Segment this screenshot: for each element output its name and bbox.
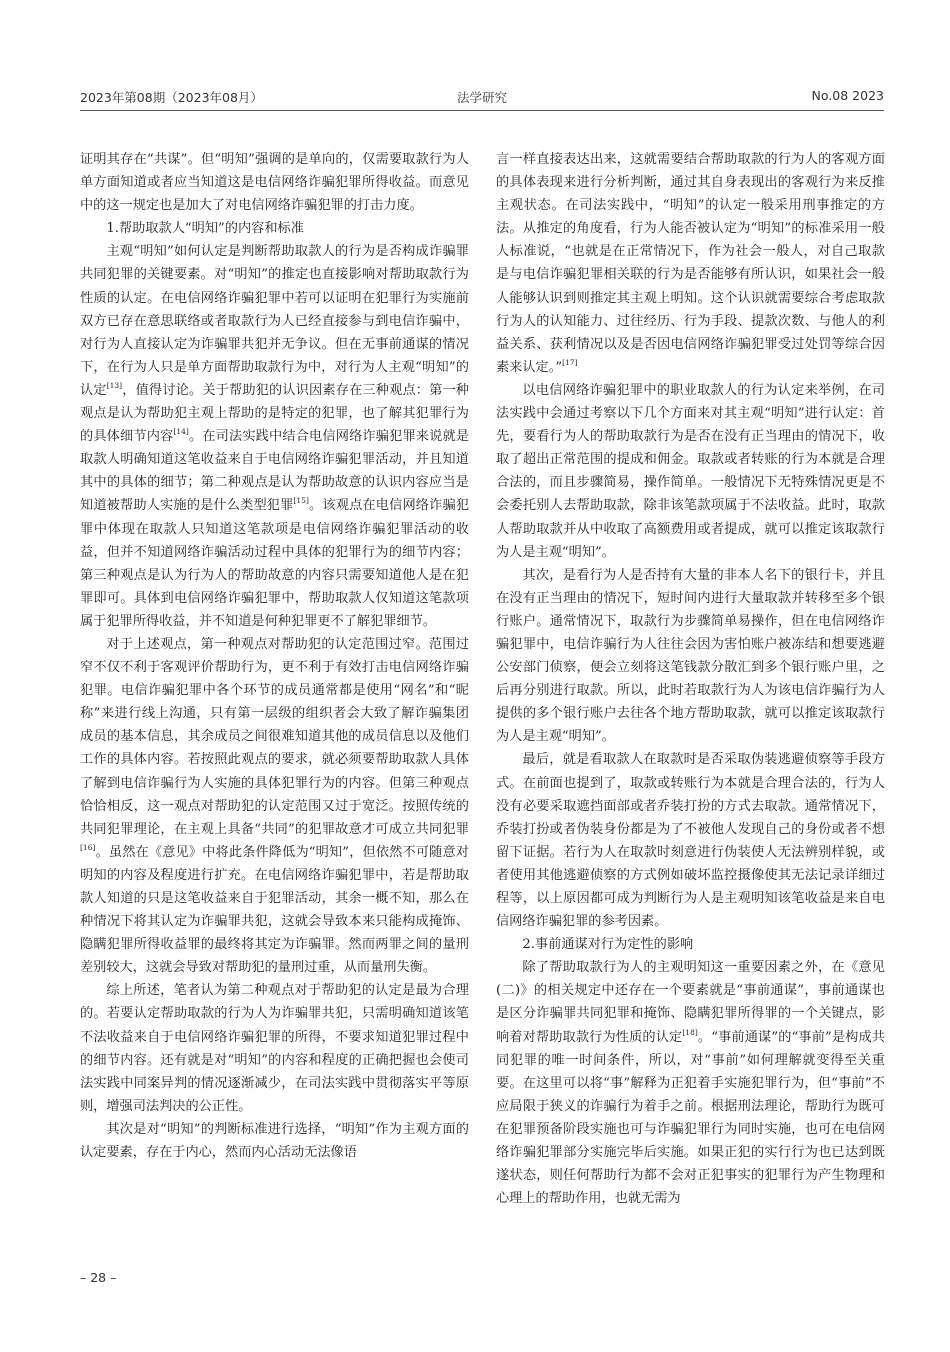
paragraph: 最后，就是看取款人在取款时是否采取伪装逃避侦察等手段方式。在前面也提到了，取款或转账行为本就是合理合法的，行为人没有必要采取遮挡面部或者乔装打扮的方式去取款。通常情况下，乔装打扮或者伪装身份都是为了不被他人发现自己的身份或者不想留下证据。若行为人在取款时刻意进行伪装使人无法辨别样貌，或者使用其他逃避侦察的方式例如破坏监控摄像使其无法记录详细过程等，以上原因都可成为判断行为人是主观明知该笔收益是来自电信网络诈骗犯罪的参考因素。	[496, 752, 885, 930]
paragraph: 以电信网络诈骗犯罪中的职业取款人的行为认定来举例，在司法实践中会通过考察以下几个方面来对其主观“明知”进行认定：首先，要看行为人的帮助取款行为是否在没有正当理由的情况下，收取了超出正常范围的提成和佣金。取款或者转账的行为本就是合理合法的，而且步骤简易，操作简单。一般情况下无特殊情况更是不会委托别人去帮助取款，除非该笔款项属于不法收益。此时，取款人帮助取款并从中收取了高额费用或者提成，就可以推定该取款行为人是主观“明知”。	[496, 382, 885, 560]
paragraph: 对于上述观点，第一种观点对帮助犯的认定范围过窄。范围过窄不仅不利于客观评价帮助行为，更不利于有效打击电信网络诈骗犯罪。电信诈骗犯罪中各个环节的成员通常都是使用“网名”和“昵称”来进行线上沟通，只有第一层级的组织者会大致了解诈骗集团成员的基本信息，其余成员之间很难知道其他的成员信息以及他们工作的具体内容。若按照此观点的要求，就必须要帮助取款人具体了解到电信诈骗行为人实施的具体犯罪行为的内容。但第三种观点恰恰相反，这一观点对帮助犯的认定范围又过于宽泛。按照传统的共同犯罪理论，在主观上具备“共同”的犯罪故意才可成立共同犯罪[16]。虽然在《意见》中将此条件降低为“明知”，但依然不可随意对明知的内容及程度进行扩充。在电信网络诈骗犯罪中，若是帮助取款人知道的只是这笔收益来自于犯罪活动，其余一概不知，那么在种情况下将其认定为诈骗罪共犯，这就会导致本来只能构成掩饰、隐瞒犯罪所得收益罪的最终将其定为诈骗罪。然而两罪之间的量刑差别较大，这就会导致对帮助犯的量刑过重，从而量刑失衡。	[80, 636, 469, 976]
journal-title: 法学研究	[456, 90, 507, 105]
section-heading: 2.事前通谋对行为定性的影响	[522, 937, 694, 953]
paragraph: 综上所述，笔者认为第二种观点对于帮助犯的认定是最为合理的。若要认定帮助取款的行为人为诈骗罪共犯，只需明确知道该笔不法收益来自于电信网络诈骗犯罪的所得，不要求知道犯罪过程中的细节内容。还有就是对“明知”的内容和程度的正确把握也会使司法实践中同案异判的情况逐渐减少，在司法实践中贯彻落实平等原则，增强司法判决的公正性。	[80, 983, 469, 1114]
journal-issue: 2023年第08期（2023年08月）	[80, 90, 263, 105]
paragraph: 证明其存在“共谋”。但“明知”强调的是单向的，仅需要取款行为人单方面知道或者应当知道这是电信网络诈骗犯罪所得收益。而意见中的这一规定也是加大了对电信网络诈骗犯罪的打击力度。	[80, 152, 469, 214]
citation: [16]	[80, 842, 96, 852]
citation: [18]	[682, 1027, 698, 1037]
right-column	[496, 148, 885, 1210]
paragraph: 除了帮助取款行为人的主观明知这一重要因素之外，在《意见(二)》的相关规定中还存在一个要素就是“事前通谋”，事前通谋也是区分诈骗罪共同犯罪和掩饰、隐瞒犯罪所得罪的一个关键点，影响着对帮助取款行为性质的认定[18]。“事前通谋”的“事前”是构成共同犯罪的唯一时间条件，所以，对“事前”如何理解就变得至关重要。在这里可以将“事”解释为正犯着手实施犯罪行为，但“事前”不应局限于狭义的诈骗行为着手之前。根据刑法理论，帮助行为既可在犯罪预备阶段实施也可与诈骗犯罪行为同时实施，也可在电信网络诈骗犯罪部分实施完毕后实施。如果正犯的实行行为也已达到既遂状态，则任何帮助行为都不会对正犯事实的犯罪行为产生物理和心理上的帮助作用，也就无需为	[496, 960, 885, 1207]
paragraph: 其次是对“明知”的判断标准进行选择，“明知”作为主观方面的认定要素，存在于内心，然而内心活动无法像语	[80, 1121, 469, 1161]
citation: [13]	[106, 380, 123, 390]
citation: [15]	[293, 496, 309, 506]
paragraph: 主观“明知”如何认定是判断帮助取款人的行为是否构成诈骗罪共同犯罪的关键要素。对“明知”的推定也直接影响对帮助取款行为性质的认定。在电信网络诈骗犯罪中若可以证明在犯罪行为实施前双方已存在意思联络或者取款行为人已经直接参与到电信诈骗中，对行为人直接认定为诈骗罪共犯并无争议。但在无事前通谋的情况下，在行为人只是单方面帮助取款行为中，对行为人主观“明知”的认定[13]，值得讨论。关于帮助犯的认识因素存在三种观点：第一种观点是认为帮助犯主观上帮助的是特定的犯罪，也了解其犯罪行为的具体细节内容[14]。在司法实践中结合电信网络诈骗犯罪来说就是取款人明确知道这笔收益来自于电信网络诈骗犯罪活动，并且知道其中的具体的细节；第二种观点是认为帮助故意的认识内容应当是知道被帮助人实施的是什么类型犯罪[15]。该观点在电信网络诈骗犯罪中体现在取款人只知道这笔款项是电信网络诈骗犯罪活动的收益，但并不知道网络诈骗活动过程中具体的犯罪行为的细节内容；第三种观点是认为行为人的帮助故意的内容只需要知道他人是在犯罪即可。具体到电信网络诈骗犯罪中，帮助取款人仅知道这笔款项属于犯罪所得收益，并不知道是何种犯罪更不了解犯罪细节。	[80, 244, 470, 629]
paragraph: 言一样直接表达出来，这就需要结合帮助取款的行为人的客观方面的具体表现来进行分析判断，通过其自身表现出的客观行为来反推主观状态。在司法实践中，“明知”的认定一般采用刑事推定的方法。从推定的角度看，行为人能否被认定为“明知”的标准采用一般人标准说，“也就是在正常情况下，作为社会一般人，对自己取款是与电信诈骗犯罪相关联的行为是否能够有所认识，如果社会一般人能够认识到则推定其主观上明知。这个认识就需要综合考虑取款行为人的认知能力、过往经历、行为手段、提款次数、与他人的利益关系、获利情况以及是否因电信网络诈骗犯罪受过处罚等综合因素来认定。”[17]	[496, 152, 885, 375]
issue-number: No.08 2023	[811, 88, 884, 103]
citation: [17]	[562, 357, 578, 367]
citation: [14]	[173, 427, 189, 437]
running-header	[80, 88, 884, 108]
left-column	[80, 148, 469, 1164]
paragraph: 其次，是看行为人是否持有大量的非本人名下的银行卡，并且在没有正当理由的情况下，短时间内进行大量取款并转移至多个银行账户。通常情况下，取款行为步骤简单易操作，但在电信网络诈骗犯罪中，电信诈骗行为人往往会因为害怕账户被冻结和想要逃避公安部门侦察，便会立刻将这笔钱款分散汇到多个银行账户里，之后再分别进行取款。所以，此时若取款行为人为该电信诈骗行为人提供的多个银行账户去往各个地方帮助取款，就可以推定该取款行为人是主观“明知”。	[496, 567, 885, 745]
section-heading: 1.帮助取款人“明知”的内容和标准	[106, 221, 304, 237]
header-rule	[80, 110, 884, 111]
page-number: – 28 –	[80, 1270, 117, 1285]
